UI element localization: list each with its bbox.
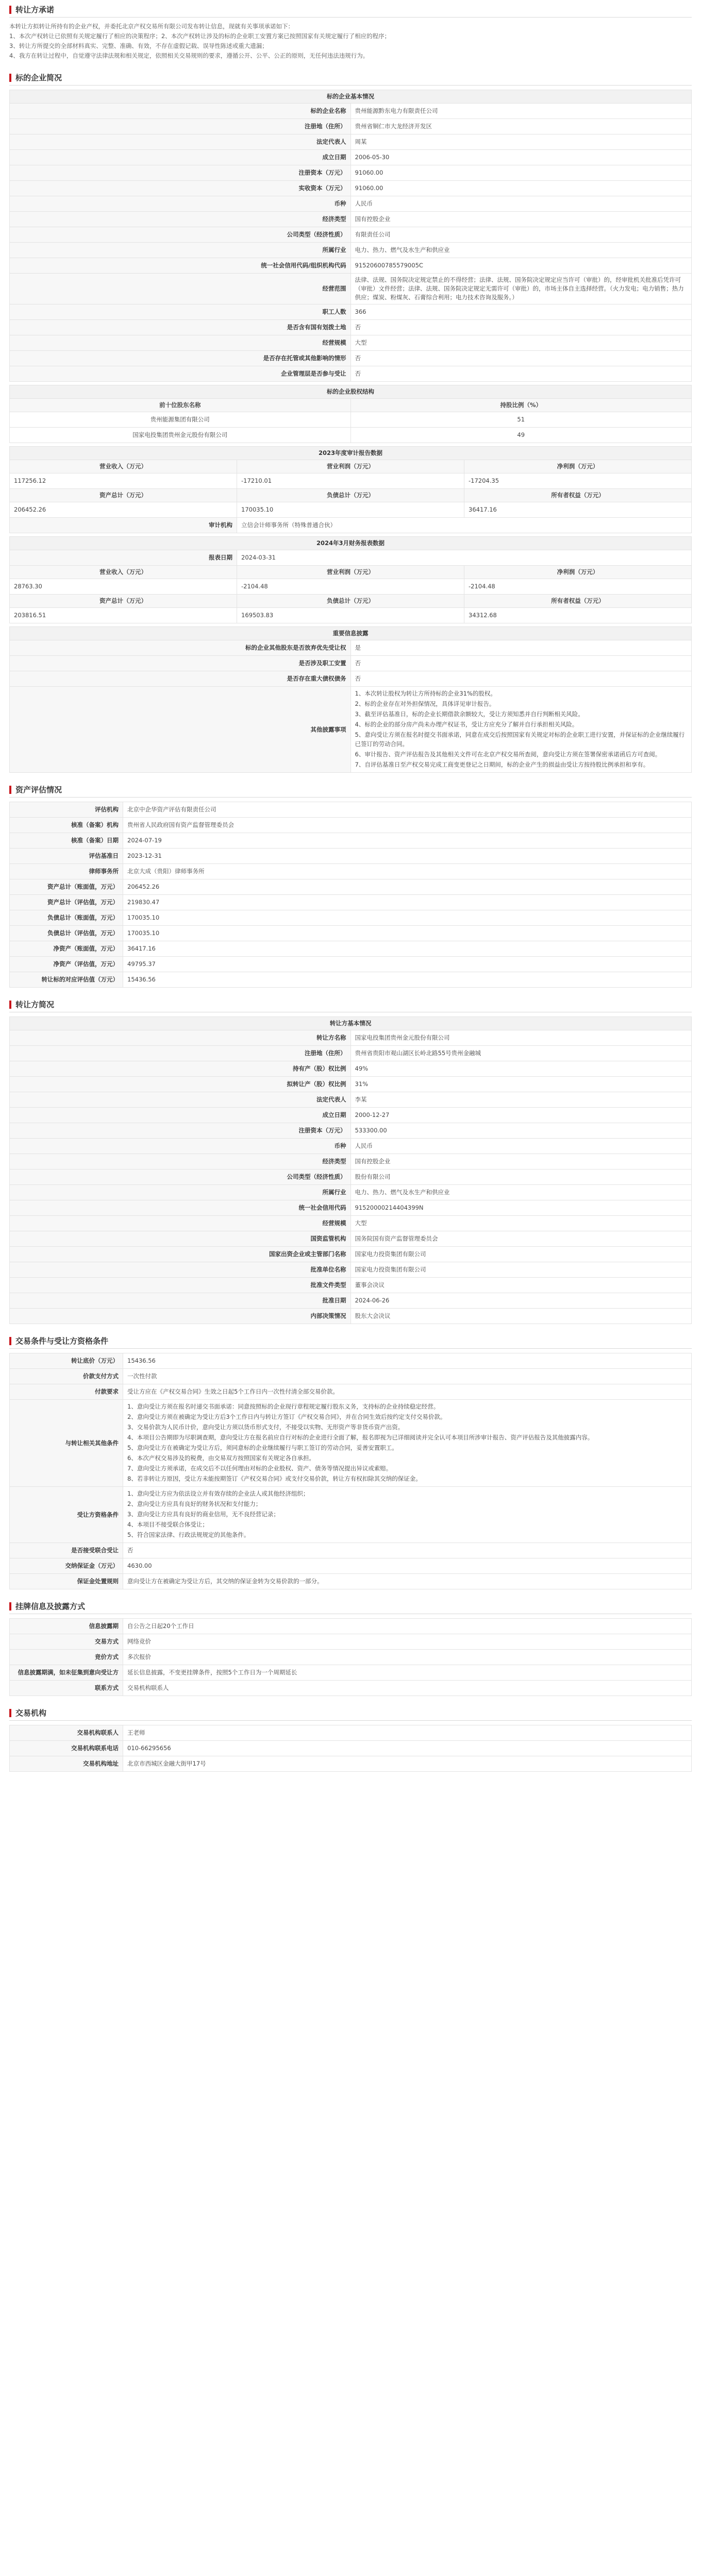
- qualification-line: 5、符合国家法律、行政法规规定的其他条件。: [127, 1531, 250, 1538]
- table-row: [10, 412, 692, 428]
- table-cell: 大型: [350, 1216, 692, 1231]
- table-label: 币种: [10, 196, 351, 212]
- table-label: 资产总计（账面值，万元）: [10, 879, 123, 895]
- section-title: 转让方简况: [15, 1000, 55, 1009]
- agency-table: [9, 1725, 692, 1772]
- table-label: 公司类型（经济性质）: [10, 1170, 351, 1185]
- section-marker: [9, 1709, 11, 1717]
- table-cell: 170035.10: [237, 502, 464, 518]
- table-label: 负债总计（账面值，万元）: [10, 910, 123, 926]
- table-row: [10, 640, 692, 656]
- table-caption: 重要信息披露: [10, 627, 692, 640]
- table-cell: 28763.30: [10, 579, 237, 595]
- table-row: [10, 351, 692, 366]
- table-label: 经营范围: [10, 274, 351, 304]
- table-label: 资产总计（评估值，万元）: [10, 895, 123, 910]
- table-label: 负债总计（评估值，万元）: [10, 926, 123, 941]
- table-label: 转让标的对应评估值（万元）: [10, 972, 123, 988]
- table-cell: 206452.26: [123, 879, 692, 895]
- conditions-text: [123, 1400, 692, 1487]
- condition-line: 4、本项目公告期即为尽职调查期，意向受让方在报名前应自行对标的企业进行全面了解，报名即视为已详细阅读并完全认可本项目所涉审计报告、资产评估报告及其他披露内容。: [127, 1434, 594, 1441]
- table-label: 公司类型（经济性质）: [10, 227, 351, 243]
- table-row: [10, 1293, 692, 1309]
- table-row: [10, 1262, 692, 1278]
- table-cell: 36417.16: [464, 502, 692, 518]
- table-cell: 国家电力投资集团有限公司: [350, 1262, 692, 1278]
- table-cell: 49%: [350, 1061, 692, 1077]
- table-label: 法定代表人: [10, 134, 351, 150]
- table-cell: 一次性付款: [123, 1369, 692, 1384]
- table-cell: 51: [350, 412, 692, 428]
- table-label: 信息披露期: [10, 1619, 123, 1634]
- table-row: [10, 119, 692, 134]
- table-label: 经济类型: [10, 1154, 351, 1170]
- table-caption: 标的企业股权结构: [10, 385, 692, 399]
- table-row: [10, 1216, 692, 1231]
- table-label: 批准单位名称: [10, 1262, 351, 1278]
- table-cell: 010-66295656: [123, 1741, 692, 1756]
- table-cell: 贵州省铜仁市大龙经济开发区: [350, 119, 692, 134]
- table-cell: 交易机构联系人: [123, 1681, 692, 1696]
- notice-header: [9, 2, 692, 18]
- table-label: 评估机构: [10, 802, 123, 818]
- table-label: 拟转让产（股）权比例: [10, 1077, 351, 1092]
- table-label: 报表日期: [10, 550, 237, 566]
- table-row: [10, 879, 692, 895]
- table-cell: 国有控股企业: [350, 212, 692, 227]
- disclosure-line: 6、审计报告、资产评估报告及其他相关文件可在北京产权交易所查阅，意向受让方须在签署保密承诺函后方可查阅。: [355, 751, 661, 758]
- table-row: [10, 320, 692, 335]
- table-cell: 贵州能源集团有限公司: [10, 412, 351, 428]
- condition-line: 5、意向受让方在被确定为受让方后，须同意标的企业继续履行与职工签订的劳动合同，妥善安置职工。: [127, 1444, 398, 1451]
- table-row: [10, 165, 692, 181]
- section-marker: [9, 1337, 11, 1345]
- column-header: 负债总计（万元）: [237, 595, 464, 608]
- table-row: [10, 304, 692, 320]
- table-row: [10, 802, 692, 818]
- seller-header: [9, 997, 692, 1012]
- qualification-line: 1、意向受让方应为依法设立并有效存续的企业法人或其他经济组织；: [127, 1490, 309, 1497]
- table-cell: 366: [350, 304, 692, 320]
- table-row: [10, 1061, 692, 1077]
- table-label: 付款要求: [10, 1384, 123, 1400]
- notice-text: [9, 22, 692, 61]
- section-marker: [9, 786, 11, 794]
- table-row: [10, 1619, 692, 1634]
- table-cell: 大型: [350, 335, 692, 351]
- table-cell: 北京大成（贵阳）律师事务所: [123, 864, 692, 879]
- table-label: 国资监管机构: [10, 1231, 351, 1247]
- qualification-line: 3、意向受让方应具有良好的商业信用，无不良经营记录；: [127, 1511, 279, 1518]
- table-label: 价款支付方式: [10, 1369, 123, 1384]
- table-label: 注册地（住所）: [10, 1046, 351, 1061]
- seller-table: [9, 1016, 692, 1324]
- table-row: [10, 212, 692, 227]
- section-marker: [9, 1602, 11, 1611]
- table-row: [10, 1247, 692, 1262]
- table-row: [10, 1741, 692, 1756]
- table-row: [10, 864, 692, 879]
- table-label: 法定代表人: [10, 1092, 351, 1108]
- table-label: 交易机构联系人: [10, 1725, 123, 1741]
- column-header: 净利润（万元）: [464, 460, 692, 473]
- table-cell: 36417.16: [123, 941, 692, 957]
- table-cell: 否: [350, 366, 692, 382]
- table-label: 其他披露事项: [10, 687, 351, 773]
- table-label: 评估基准日: [10, 849, 123, 864]
- table-cell: 贵州省贵阳市观山湖区长岭北路55号贵州金融城: [350, 1046, 692, 1061]
- table-row: [10, 227, 692, 243]
- table-label: 批准文件类型: [10, 1278, 351, 1293]
- column-header: 资产总计（万元）: [10, 595, 237, 608]
- table-cell: 2024-07-19: [123, 833, 692, 849]
- table-label: 批准日期: [10, 1293, 351, 1309]
- table-row: [10, 1200, 692, 1216]
- table-cell: 否: [350, 671, 692, 687]
- table-label: 实收资本（万元）: [10, 181, 351, 196]
- conditions-section: [9, 1333, 692, 1589]
- table-row: [10, 1725, 692, 1741]
- table-cell: 电力、热力、燃气及水生产和供应业: [350, 243, 692, 258]
- agency-header: [9, 1705, 692, 1721]
- table-label: 净资产（评估值，万元）: [10, 957, 123, 972]
- column-header: 营业收入（万元）: [10, 566, 237, 579]
- table-cell: 国有控股企业: [350, 1154, 692, 1170]
- table-label: 经营规模: [10, 335, 351, 351]
- section-title: 挂牌信息及披露方式: [15, 1602, 86, 1611]
- table-cell: -2104.48: [237, 579, 464, 595]
- table-cell: 170035.10: [123, 926, 692, 941]
- table-row: [10, 1170, 692, 1185]
- table-row: [10, 1185, 692, 1200]
- agency-section: [9, 1705, 692, 1772]
- disclosure-line: 2、标的企业存在对外担保情况，具体详见审计报告。: [355, 700, 495, 707]
- table-cell: 董事会决议: [350, 1278, 692, 1293]
- table-cell: 169503.83: [237, 608, 464, 623]
- table-label: 注册资本（万元）: [10, 1123, 351, 1139]
- table-cell: 否: [350, 320, 692, 335]
- table-cell: 有限责任公司: [350, 227, 692, 243]
- table-row: [10, 1681, 692, 1696]
- table-label: 交易机构地址: [10, 1756, 123, 1772]
- table-label: 转让底价（万元）: [10, 1353, 123, 1369]
- table-row: [10, 849, 692, 864]
- condition-line: 6、本次产权交易涉及的税费，由交易双方按照国家有关规定各自承担。: [127, 1454, 315, 1462]
- table-cell: 91520000214404399N: [350, 1200, 692, 1216]
- table-cell: 否: [350, 656, 692, 671]
- table-label: 是否含有国有划拨土地: [10, 320, 351, 335]
- column-header: 负债总计（万元）: [237, 489, 464, 502]
- section-title: 交易机构: [15, 1708, 47, 1718]
- table-label: 竞价方式: [10, 1650, 123, 1665]
- appraisal-header: [9, 782, 692, 798]
- column-header: 营业利润（万元）: [237, 460, 464, 473]
- condition-line: 2、意向受让方须在被确定为受让方后3个工作日内与转让方签订《产权交易合同》，并在合同生效后按约定支付交易价款。: [127, 1413, 446, 1420]
- table-cell: 49: [350, 428, 692, 443]
- table-row: [10, 957, 692, 972]
- table-label: 核准（备案）日期: [10, 833, 123, 849]
- table-label: 核准（备案）机构: [10, 818, 123, 833]
- table-caption: 2024年3月财务报表数据: [10, 537, 692, 550]
- table-label: 持有产（股）权比例: [10, 1061, 351, 1077]
- table-cell: 219830.47: [123, 895, 692, 910]
- table-label: 所属行业: [10, 1185, 351, 1200]
- table-cell: 91060.00: [350, 181, 692, 196]
- table-row: [10, 818, 692, 833]
- table-caption: 转让方基本情况: [10, 1017, 692, 1030]
- section-title: 标的企业简况: [15, 73, 62, 82]
- table-cell: 电力、热力、燃气及水生产和供应业: [350, 1185, 692, 1200]
- table-cell: 4630.00: [123, 1558, 692, 1574]
- table-label: 所属行业: [10, 243, 351, 258]
- table-label: 是否存在重大债权债务: [10, 671, 351, 687]
- table-cell: 国务院国有资产监督管理委员会: [350, 1231, 692, 1247]
- table-cell: 91520600785579005C: [350, 258, 692, 274]
- table-label: 经济类型: [10, 212, 351, 227]
- disclosure-table: [9, 626, 692, 773]
- table-row: [10, 1154, 692, 1170]
- column-header: 净利润（万元）: [464, 566, 692, 579]
- listing-header: [9, 1599, 692, 1614]
- column-header: 营业收入（万元）: [10, 460, 237, 473]
- table-row: [10, 833, 692, 849]
- table-cell: -2104.48: [464, 579, 692, 595]
- table-cell: 203816.51: [10, 608, 237, 623]
- table-cell: 国家电投集团贵州金元股份有限公司: [10, 428, 351, 443]
- column-header: 持股比例（%）: [350, 399, 692, 412]
- table-label: 净资产（账面值，万元）: [10, 941, 123, 957]
- table-cell: 延长信息披露，不变更挂牌条件，按照5个工作日为一个周期延长: [123, 1665, 692, 1681]
- table-cell: 李某: [350, 1092, 692, 1108]
- table-row: [10, 1092, 692, 1108]
- table-label: 与转让相关其他条件: [10, 1400, 123, 1487]
- table-row: [10, 1756, 692, 1772]
- table-cell: 否: [350, 351, 692, 366]
- table-cell: 否: [123, 1543, 692, 1558]
- table-cell: 49795.37: [123, 957, 692, 972]
- table-label: 律师事务所: [10, 864, 123, 879]
- section-title: 资产评估情况: [15, 785, 62, 794]
- table-row: [10, 1030, 692, 1046]
- table-label: 内部决策情况: [10, 1309, 351, 1324]
- notice-section: [9, 2, 692, 61]
- column-header: 前十位股东名称: [10, 399, 351, 412]
- condition-line: 7、意向受让方须承诺，在成交后不以任何理由对标的企业股权、资产、债务等情况提出异议或索赔。: [127, 1465, 392, 1472]
- table-label: 受让方资格条件: [10, 1487, 123, 1543]
- table-row: [10, 972, 692, 988]
- table-label: 成立日期: [10, 1108, 351, 1123]
- table-label: 注册地（住所）: [10, 119, 351, 134]
- section-title: 交易条件与受让方资格条件: [15, 1336, 109, 1346]
- column-header: 所有者权益（万元）: [464, 489, 692, 502]
- table-cell: 北京中企华资产评估有限责任公司: [123, 802, 692, 818]
- table-label: 标的企业名称: [10, 104, 351, 119]
- table-label: 经营规模: [10, 1216, 351, 1231]
- table-row: [10, 1634, 692, 1650]
- condition-line: 8、若非转让方原因，受让方未能按期签订《产权交易合同》或支付交易价款，转让方有权扣除其交纳的保证金。: [127, 1475, 422, 1482]
- table-cell: 91060.00: [350, 165, 692, 181]
- table-cell: 31%: [350, 1077, 692, 1092]
- table-row: [10, 1650, 692, 1665]
- table-cell: 法律、法规、国务院决定规定禁止的不得经营；法律、法规、国务院决定规定应当许可（审批）的，经审批机关批准后凭许可（审批）文件经营；法律、法规、国务院决定规定无需许可（审批）的，市场主体自主选择经营。（火力发电；电力销售；热力供应；煤炭、粉煤灰、石膏综合利用；电力技术咨询及服务。）: [350, 274, 692, 304]
- disclosure-line: 3、截至评估基准日，标的企业长期借款余额较大，受让方须知悉并自行判断相关风险。: [355, 710, 584, 718]
- section-marker: [9, 6, 11, 14]
- table-row: [10, 258, 692, 274]
- disclosure-line: 1、本次转让股权为转让方所持标的企业31%的股权。: [355, 690, 496, 697]
- disclosure-line: 5、意向受让方须在报名时提交书面承诺，同意在成交后按照国家有关规定对标的企业职工进行安置，并保证标的企业继续履行已签订的劳动合同。: [355, 731, 685, 748]
- table-row: [10, 1231, 692, 1247]
- table-row: [10, 671, 692, 687]
- disclosure-text: [350, 687, 692, 773]
- column-header: 营业利润（万元）: [237, 566, 464, 579]
- table-label: 交易方式: [10, 1634, 123, 1650]
- table-label: 币种: [10, 1139, 351, 1154]
- table-label: 转让方名称: [10, 1030, 351, 1046]
- table-cell: 15436.56: [123, 972, 692, 988]
- table-label: 是否存在托管或其他影响的情形: [10, 351, 351, 366]
- table-cell: 206452.26: [10, 502, 237, 518]
- table-cell: 立信会计师事务所（特殊普通合伙）: [237, 518, 692, 533]
- listing-table: [9, 1618, 692, 1696]
- table-cell: 117256.12: [10, 473, 237, 489]
- table-row: [10, 196, 692, 212]
- table-row: [10, 366, 692, 382]
- table-label: 联系方式: [10, 1681, 123, 1696]
- table-row: [10, 926, 692, 941]
- conditions-table: [9, 1353, 692, 1589]
- financial-2023-table: [9, 446, 692, 533]
- table-row: [10, 274, 692, 304]
- table-row: [10, 335, 692, 351]
- table-label: 标的企业其他股东是否放弃优先受让权: [10, 640, 351, 656]
- table-cell: 国家电投集团贵州金元股份有限公司: [350, 1030, 692, 1046]
- table-row: [10, 1077, 692, 1092]
- section-marker: [9, 74, 11, 82]
- condition-line: 3、交易价款为人民币计价，意向受让方须以货币形式支付，不接受以实物、无形资产等非货币资产出资。: [127, 1423, 404, 1431]
- table-label: 成立日期: [10, 150, 351, 165]
- listing-section: [9, 1599, 692, 1696]
- table-cell: 股份有限公司: [350, 1170, 692, 1185]
- table-row: [10, 150, 692, 165]
- table-cell: 周某: [350, 134, 692, 150]
- table-label: 审计机构: [10, 518, 237, 533]
- table-cell: 股东大会决议: [350, 1309, 692, 1324]
- table-caption: 标的企业基本情况: [10, 90, 692, 104]
- table-cell: 多次报价: [123, 1650, 692, 1665]
- target-header: [9, 70, 692, 86]
- table-label: 职工人数: [10, 304, 351, 320]
- table-row: [10, 910, 692, 926]
- table-cell: 15436.56: [123, 1353, 692, 1369]
- table-cell: 网络竞价: [123, 1634, 692, 1650]
- table-label: 企业管理层是否参与受让: [10, 366, 351, 382]
- appraisal-table: [9, 802, 692, 988]
- table-cell: -17210.01: [237, 473, 464, 489]
- table-row: [10, 134, 692, 150]
- table-row: [10, 1665, 692, 1681]
- condition-line: 1、意向受让方须在报名时递交书面承诺：同意按照标的企业现行章程规定履行股东义务，支持标的企业持续稳定经营。: [127, 1403, 440, 1410]
- table-cell: 贵州能源黔东电力有限责任公司: [350, 104, 692, 119]
- appraisal-section: [9, 782, 692, 988]
- table-label: 统一社会信用代码: [10, 1200, 351, 1216]
- column-header: 资产总计（万元）: [10, 489, 237, 502]
- qualification-text: [123, 1487, 692, 1543]
- section-marker: [9, 1001, 11, 1009]
- column-header: 所有者权益（万元）: [464, 595, 692, 608]
- table-cell: 王老师: [123, 1725, 692, 1741]
- table-row: [10, 656, 692, 671]
- table-cell: -17204.35: [464, 473, 692, 489]
- table-cell: 国家电力投资集团有限公司: [350, 1247, 692, 1262]
- table-cell: 34312.68: [464, 608, 692, 623]
- table-cell: 170035.10: [123, 910, 692, 926]
- table-label: 是否涉及职工安置: [10, 656, 351, 671]
- table-row: [10, 941, 692, 957]
- table-cell: 2024-06-26: [350, 1293, 692, 1309]
- notice-line: 4、我方在转让过程中，自觉遵守法律法规和相关规定，依照相关交易规则的要求，遵循公开、公平、公正的原则，无任何违法违规行为。: [9, 52, 369, 59]
- table-cell: 2000-12-27: [350, 1108, 692, 1123]
- table-row: [10, 1123, 692, 1139]
- notice-line: 3、转让方所提交的全部材料真实、完整、准确、有效，不存在虚假记载、误导性陈述或重大遗漏；: [9, 42, 268, 49]
- disclosure-line: 7、自评估基准日至产权交易完成工商变更登记之日期间，标的企业产生的损益由受让方按持股比例承担和享有。: [355, 761, 649, 768]
- table-label: 统一社会信用代码/组织机构代码: [10, 258, 351, 274]
- conditions-header: [9, 1333, 692, 1349]
- table-row: [10, 1139, 692, 1154]
- financial-recent-table: [9, 536, 692, 623]
- table-label: 注册资本（万元）: [10, 165, 351, 181]
- table-label: 保证金处置规则: [10, 1574, 123, 1589]
- notice-line: 1、本次产权转让已依照有关规定履行了相应的决策程序；2、本次产权转让涉及的标的企业职工安置方案已按照国家有关规定履行了相应的程序；: [9, 32, 391, 40]
- section-title: 转让方承诺: [15, 5, 55, 14]
- qualification-line: 4、本项目不接受联合体受让；: [127, 1521, 208, 1528]
- shareholder-table: [9, 385, 692, 443]
- table-row: [10, 1108, 692, 1123]
- table-row: [10, 895, 692, 910]
- table-cell: 2024-03-31: [237, 550, 692, 566]
- table-label: 交易机构联系电话: [10, 1741, 123, 1756]
- table-row: [10, 428, 692, 443]
- table-cell: 自公告之日起20个工作日: [123, 1619, 692, 1634]
- table-row: [10, 104, 692, 119]
- table-row: [10, 1046, 692, 1061]
- table-cell: 人民币: [350, 1139, 692, 1154]
- target-section: [9, 70, 692, 773]
- table-cell: 2006-05-30: [350, 150, 692, 165]
- table-cell: 北京市西城区金融大街甲17号: [123, 1756, 692, 1772]
- table-cell: 人民币: [350, 196, 692, 212]
- qualification-line: 2、意向受让方应具有良好的财务状况和支付能力；: [127, 1500, 262, 1507]
- table-cell: 意向受让方在被确定为受让方后，其交纳的保证金转为交易价款的一部分。: [123, 1574, 692, 1589]
- table-cell: 贵州省人民政府国有资产监督管理委员会: [123, 818, 692, 833]
- table-row: [10, 243, 692, 258]
- table-cell: 受让方应在《产权交易合同》生效之日起5个工作日内一次性付清全部交易价款。: [123, 1384, 692, 1400]
- table-cell: 是: [350, 640, 692, 656]
- target-basic-table: [9, 90, 692, 382]
- table-label: 信息披露期满，如未征集到意向受让方: [10, 1665, 123, 1681]
- table-row: [10, 181, 692, 196]
- table-cell: 533300.00: [350, 1123, 692, 1139]
- table-caption: 2023年度审计报告数据: [10, 447, 692, 460]
- disclosure-line: 4、标的企业的部分房产尚未办理产权证书，受让方应充分了解并自行承担相关风险。: [355, 721, 578, 728]
- notice-line: 本转让方拟转让所持有的企业产权，并委托北京产权交易所有限公司发布转让信息，现就有关事项承诺如下：: [9, 23, 294, 30]
- table-cell: 2023-12-31: [123, 849, 692, 864]
- seller-section: [9, 997, 692, 1324]
- table-label: 交纳保证金（万元）: [10, 1558, 123, 1574]
- table-label: 国家出资企业或主管部门名称: [10, 1247, 351, 1262]
- table-row: [10, 1278, 692, 1293]
- table-label: 是否接受联合受让: [10, 1543, 123, 1558]
